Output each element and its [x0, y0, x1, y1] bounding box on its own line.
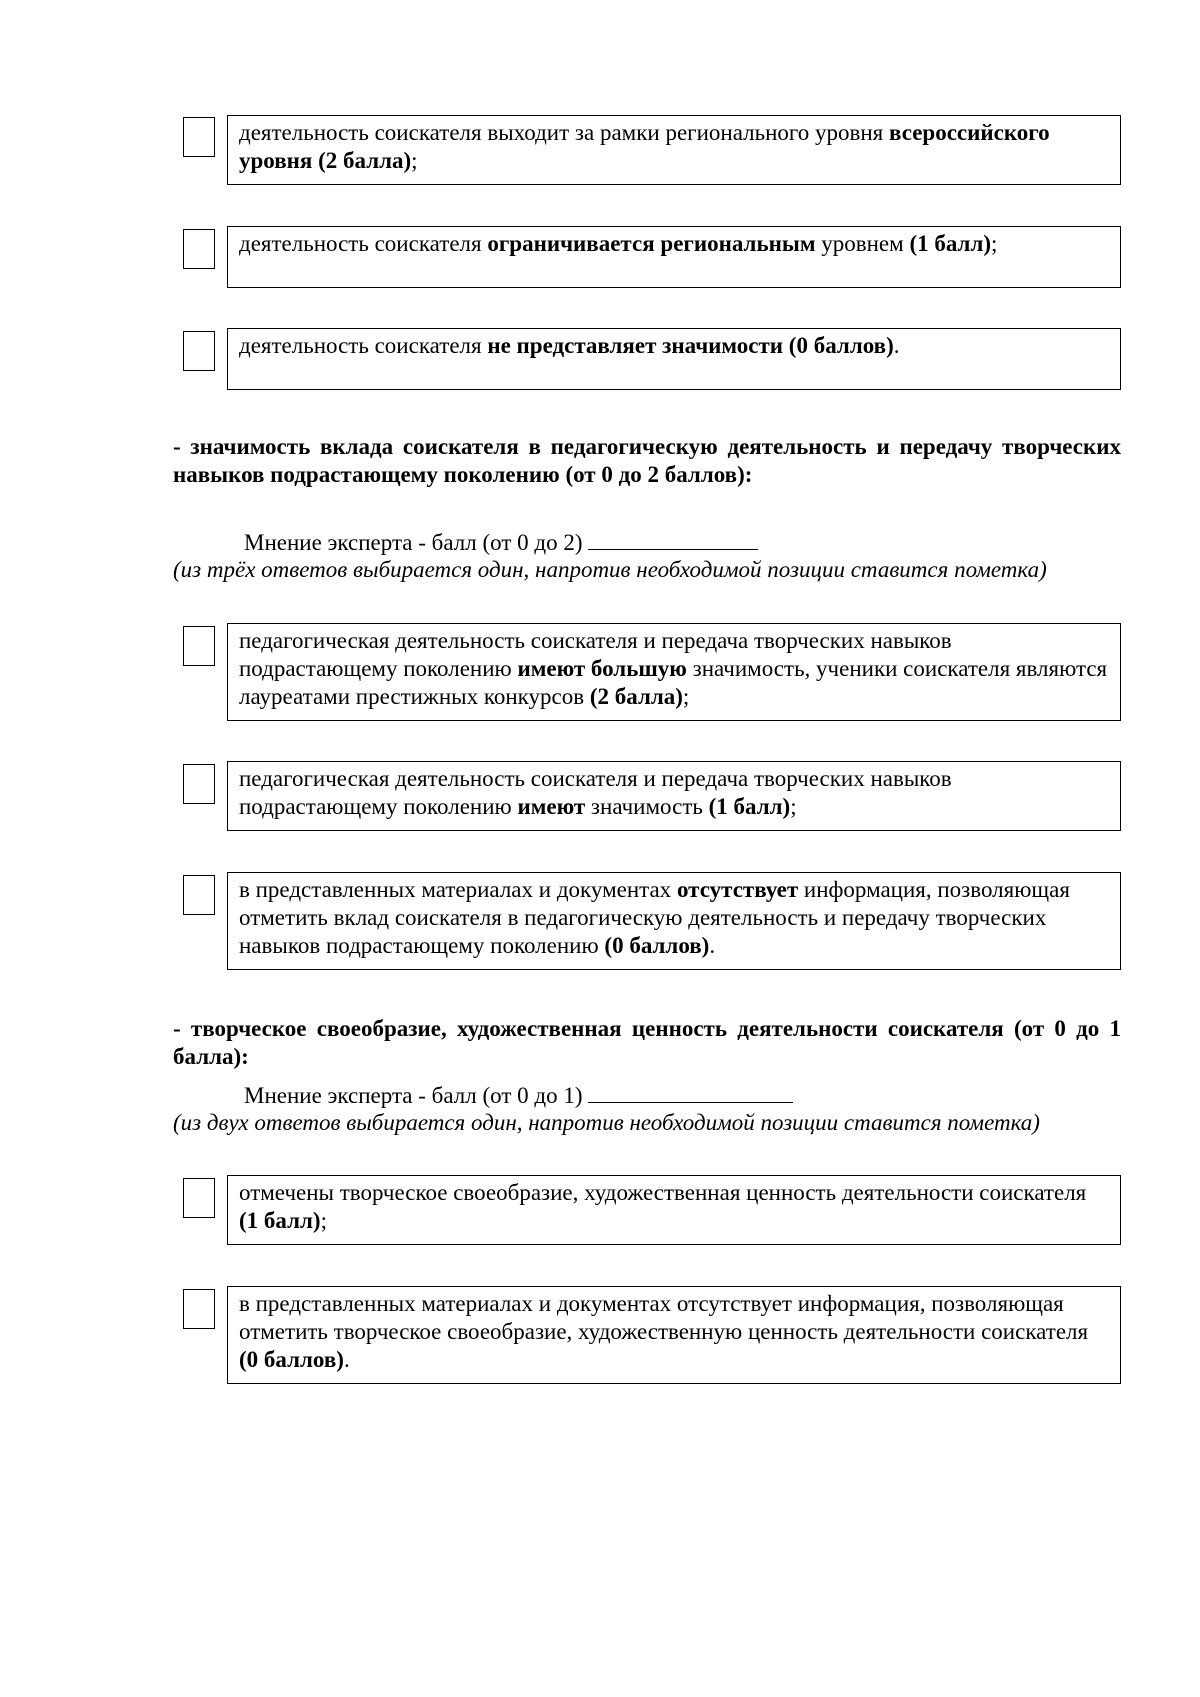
checkbox[interactable] [183, 331, 215, 371]
option-text-bold: (0 баллов) [239, 1347, 344, 1372]
option-text-bold: (2 балла) [589, 684, 683, 709]
option-text-part: отмечены творческое своеобразие, художественная ценность деятельности соискателя [239, 1180, 1087, 1205]
option-text-part: деятельность соискателя [239, 231, 488, 256]
checkbox[interactable] [183, 875, 215, 915]
option-text-bold: имеют большую [517, 656, 687, 681]
option-text-part: ; [790, 794, 797, 819]
option-text [227, 1175, 1121, 1245]
instruction-note: (из трёх ответов выбирается один, напротив необходимой позиции ставится пометка) [173, 557, 1047, 582]
option-text [227, 115, 1121, 185]
checkbox[interactable] [183, 117, 215, 157]
option-text-bold: (0 баллов) [604, 933, 710, 958]
expert-score-label: Мнение эксперта - балл (от 0 до 2) [244, 530, 583, 555]
checkbox[interactable] [183, 1289, 215, 1329]
option-text-bold: имеют [517, 794, 586, 819]
option-text-part: значимость, ученики соискателя являются лауреатами престижных конкурсов [239, 656, 1108, 709]
section-heading: - творческое своеобразие, художественная ценность деятельности соискателя (от 0 до 1 балла): [173, 1016, 1121, 1069]
option-text-part: . [709, 933, 716, 958]
checkbox[interactable] [183, 1178, 215, 1218]
option-text-part: в представленных материалах и документах отсутствует информация, позволяющая отметить творческое своеобразие, художественную ценность деятельности соискателя [239, 1291, 1089, 1344]
option-text-part: ; [991, 231, 998, 256]
checkbox[interactable] [183, 626, 215, 666]
option-text-part: деятельность соискателя выходит за рамки регионального уровня [239, 120, 890, 145]
option-text [227, 623, 1121, 721]
expert-score-label: Мнение эксперта - балл (от 0 до 1) [244, 1083, 583, 1108]
option-text-part: . [343, 1347, 350, 1372]
option-text-bold: всероссийского уровня (2 балла) [239, 120, 1050, 173]
option-text-part: . [893, 333, 900, 358]
checkbox[interactable] [183, 229, 215, 269]
option-text-part: информация, позволяющая отметить вклад соискателя в педагогическую деятельность и передачу творческих навыков подрастающему поколению [239, 877, 1070, 958]
expert-score-line [244, 1080, 793, 1110]
option-text-bold: (1 балл) [909, 231, 992, 256]
option-text-bold: не представляет значимости (0 баллов) [487, 333, 894, 358]
option-text-bold: отсутствует [676, 877, 799, 902]
option-text-part: деятельность соискателя [239, 333, 488, 358]
option-text [227, 872, 1121, 970]
checkbox[interactable] [183, 764, 215, 804]
expert-score-line [244, 527, 758, 557]
option-text [227, 1286, 1121, 1384]
option-text-bold: (1 балл) [239, 1208, 321, 1233]
expert-score-field[interactable] [588, 527, 758, 550]
section-heading: - значимость вклада соискателя в педагогическую деятельность и передачу творческих навыков подрастающему поколению (от 0 до 2 баллов): [173, 434, 1121, 487]
option-text-part: ; [411, 148, 418, 173]
option-text-part: педагогическая деятельность соискателя и передача творческих навыков подрастающему поколению [239, 628, 952, 681]
option-text-part: уровнем [815, 231, 910, 256]
option-text-part: ; [682, 684, 690, 709]
instruction-note: (из двух ответов выбирается один, напротив необходимой позиции ставится пометка) [173, 1110, 1040, 1135]
option-text-part: значимость [585, 794, 709, 819]
option-text [227, 328, 1121, 390]
option-text-part: ; [320, 1208, 327, 1233]
expert-score-field[interactable] [588, 1080, 793, 1103]
option-text-bold: ограничивается региональным [487, 231, 816, 256]
option-text [227, 226, 1121, 288]
option-text-part: педагогическая деятельность соискателя и передача творческих навыков подрастающему поколению [239, 766, 952, 819]
option-text-bold: (1 балл) [708, 794, 791, 819]
option-text-part: в представленных материалах и документах [239, 877, 677, 902]
option-text [227, 761, 1121, 831]
